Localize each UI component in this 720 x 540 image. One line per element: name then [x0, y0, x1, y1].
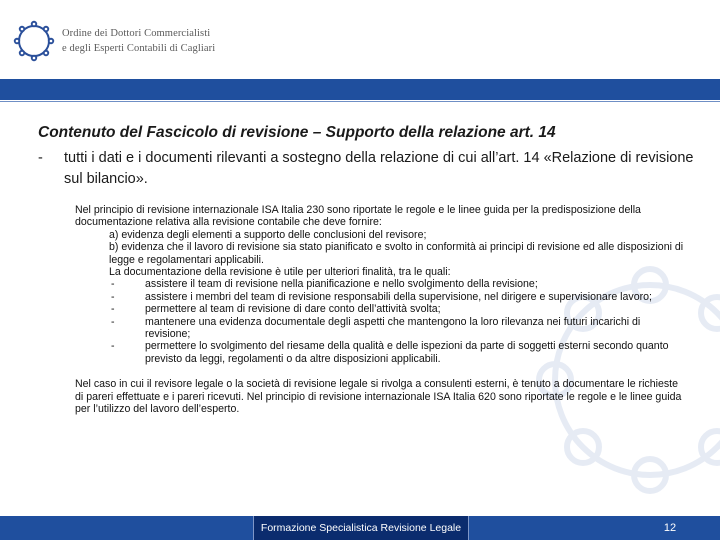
list-item-text: permettere lo svolgimento del riesame della qualità e delle ispezioni da parte di soggetti esterni secondo quanto previsto da leggi, regolamenti o da altre disposizioni applicabili.	[145, 340, 669, 365]
org-line-1: Ordine dei Dottori Commercialisti	[62, 28, 211, 39]
main-bullet-text: tutti i dati e i documenti rilevanti a sostegno della relazione di cui all’art. 14 «Relazione di revisione sul bilancio».	[64, 150, 694, 187]
paragraph-1: Nel principio di revisione internazionale ISA Italia 230 sono riportate le regole e le linee guida per la predisposizione della documentazione relativa alla revisione contabile che deve fornire:	[75, 204, 641, 229]
list-dash: -	[111, 340, 115, 353]
list-dash: -	[111, 315, 115, 328]
spacer	[75, 365, 685, 378]
header-divider	[0, 101, 720, 102]
org-line-2: e degli Esperti Contabili di Cagliari	[62, 43, 216, 54]
list-item-text: permettere al team di revisione di dare conto dell’attività svolta;	[145, 303, 441, 316]
list-item	[75, 278, 685, 290]
page-number: 12	[663, 522, 677, 534]
main-bullet	[38, 148, 698, 190]
header	[0, 0, 720, 72]
list-item	[75, 340, 685, 365]
point-a: a) evidenza degli elementi a supporto delle conclusioni del revisore;	[109, 228, 427, 241]
list-item-text: assistere il team di revisione nella pianificazione e nello svolgimento della revisione;	[145, 278, 538, 291]
body-text	[75, 204, 685, 416]
list-item-text: mantenere una evidenza documentale degli aspetti che mantengono la loro rilevanza nei futuri incarichi di revisione;	[145, 315, 641, 341]
paragraph-2: La documentazione della revisione è utile per ulteriori finalità, tra le quali:	[109, 266, 451, 279]
paragraph-3: Nel caso in cui il revisore legale o la società di revisione legale si rivolga a consulenti esterni, è tenuto a documentare le richieste di pareri effettuate e i pareri ricevuti. Nel principio di revisione internazionale ISA Italia 620 sono riportate le regole e le linee guida per l’utilizzo del lavoro dell’esperto.	[75, 378, 682, 416]
list-dash: -	[111, 290, 115, 303]
logo-ring-icon	[12, 19, 56, 63]
list-dash: -	[111, 303, 115, 316]
bullet-dash: -	[38, 150, 43, 166]
slide-title: Contenuto del Fascicolo di revisione – Supporto della relazione art. 14	[38, 124, 556, 141]
point-b: b) evidenza che il lavoro di revisione sia stato pianificato e svolto in conformità ai principi di revisione ed alle disposizioni di legge e regolamentari applicabili.	[109, 241, 684, 266]
organization-name	[62, 26, 215, 56]
footer-bar	[0, 516, 720, 540]
list-item	[75, 316, 685, 341]
footer-label: Formazione Specialistica Revisione Legale	[253, 516, 469, 540]
list-item	[75, 303, 685, 315]
header-blue-bar	[0, 79, 720, 100]
list-item-text: assistere i membri del team di revisione responsabili della supervisione, nel dirigere e supervisionare lavoro;	[145, 290, 652, 303]
list-dash: -	[111, 278, 115, 291]
list-item	[75, 291, 685, 303]
